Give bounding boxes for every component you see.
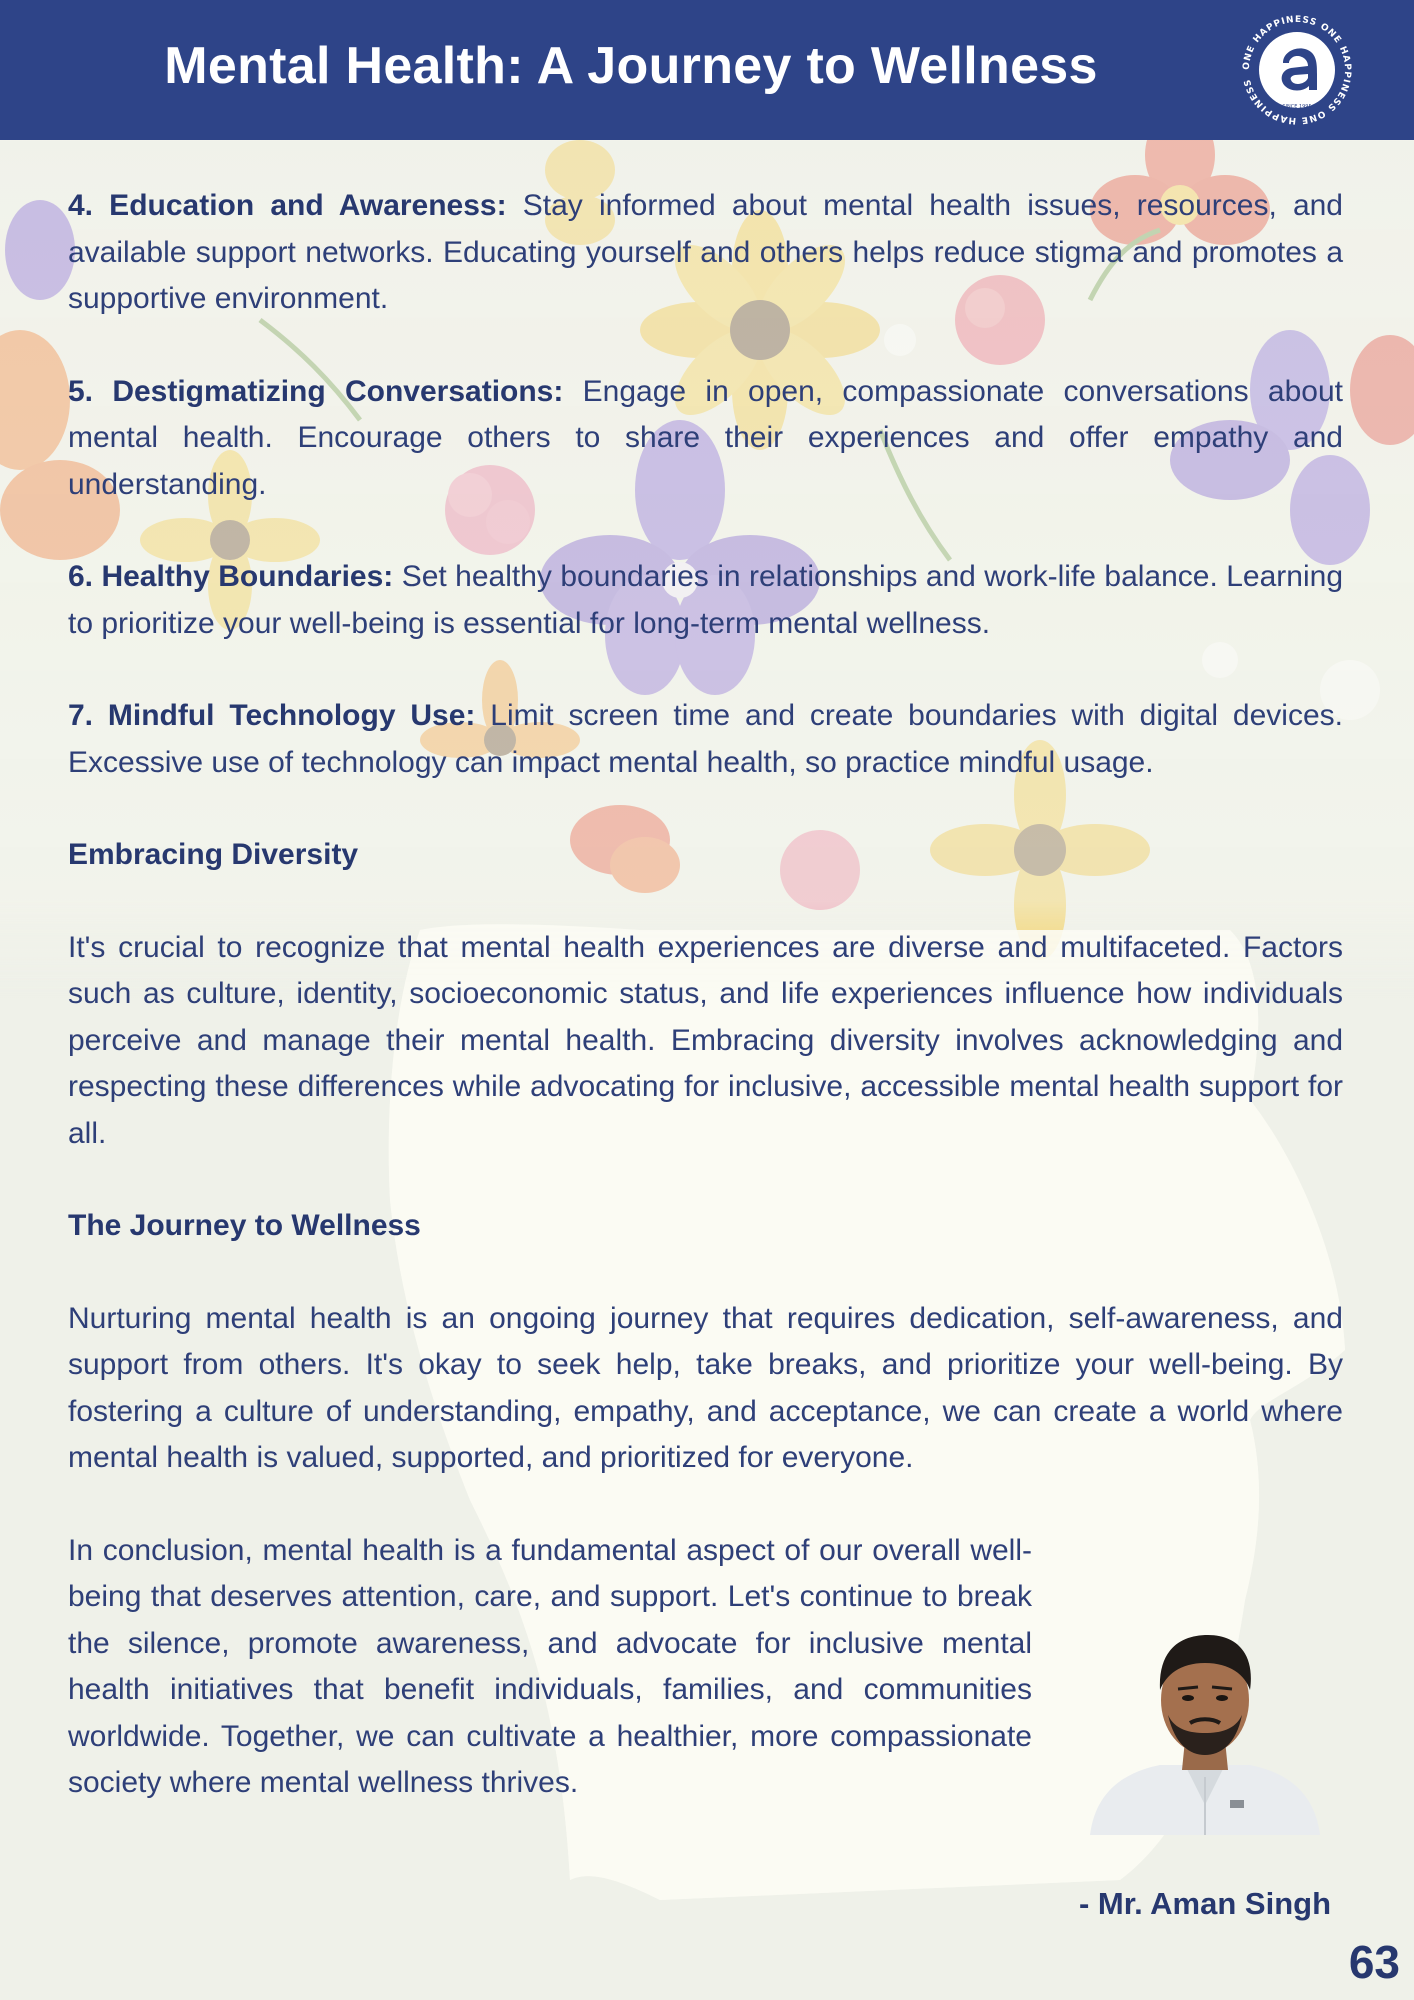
list-item-boundaries	[68, 554, 1343, 647]
item-label: 7. Mindful Technology Use:	[68, 699, 476, 732]
svg-text:ONE HAPPINESS ONE HAPPINESS ON: ONE HAPPINESS ONE HAPPINESS ONE HAPPINESS	[1241, 14, 1353, 126]
one-happiness-logo	[1235, 8, 1359, 132]
item-label: 6. Healthy Boundaries:	[68, 560, 394, 593]
section-heading-wellness: The Journey to Wellness	[68, 1209, 421, 1242]
list-item-education	[68, 183, 1343, 323]
list-item-technology	[68, 693, 1343, 786]
item-text: Limit screen time and create boundaries with digital devices. Excessive use of technology can impact mental health, so practice mindful usage.	[68, 699, 1343, 779]
page-title: Mental Health: A Journey to Wellness	[164, 37, 1098, 95]
paragraph-conclusion: In conclusion, mental health is a fundamental aspect of our overall well-being that deserves attention, care, and support. Let's continue to break the silence, promote awareness, and advocate for inclusive mental health initiatives that benefit individuals, families, and communities worldwide. Together, we can cultivate a healthier, more compassionate society where mental wellness thrives.	[68, 1533, 1032, 1799]
item-text: Set healthy boundaries in relationships and work-life balance. Learning to prioritize your well-being is essential for long-term mental wellness.	[68, 560, 1344, 640]
item-text: Engage in open, compassionate conversations about mental health. Encourage others to share their experiences and offer empathy and understanding.	[68, 374, 1343, 501]
item-text: Stay informed about mental health issues, resources, and available support networks. Educating yourself and others helps reduce stigma and promotes a supportive environment.	[68, 189, 1343, 315]
author-name: - Mr. Aman Singh	[1078, 1886, 1332, 1921]
section-heading-diversity: Embracing Diversity	[68, 838, 359, 871]
author-photo	[1080, 1605, 1330, 1835]
paragraph-wellness: Nurturing mental health is an ongoing journey that requires dedication, self-awareness, and support from others. It's okay to seek help, take breaks, and prioritize your well-being. By fostering a culture of understanding, empathy, and acceptance, we can create a world where mental health is valued, supported, and prioritized for everyone.	[68, 1301, 1343, 1474]
item-label: 4. Education and Awareness:	[68, 189, 507, 222]
article-body	[68, 183, 1343, 1853]
page-header	[0, 0, 1414, 140]
item-label: 5. Destigmatizing Conversations:	[68, 374, 564, 408]
list-item-destigmatizing	[68, 369, 1343, 509]
svg-text:SINCE 1995: SINCE 1995	[1282, 104, 1312, 110]
page-number: 63	[1348, 1936, 1400, 1988]
paragraph-diversity: It's crucial to recognize that mental health experiences are diverse and multifaceted. Factors such as culture, identity, socioeconomic status, and life experiences influence how individuals perceive and manage their mental health. Embracing diversity involves acknowledging and respecting these differences while advocating for inclusive, accessible mental health support for all.	[68, 930, 1343, 1150]
